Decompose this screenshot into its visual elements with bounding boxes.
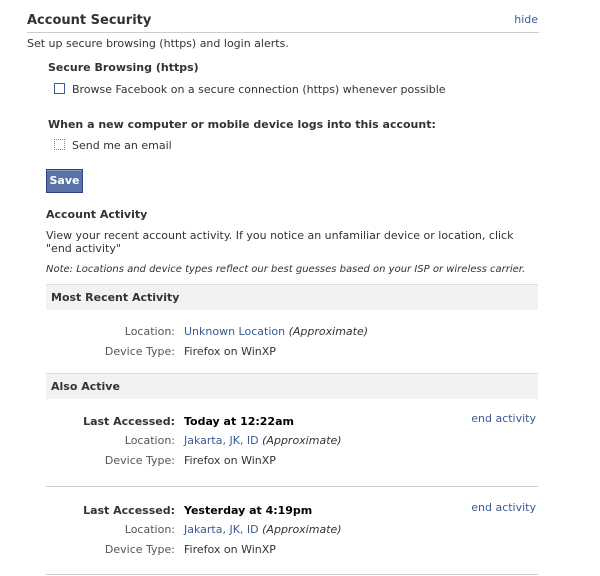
account-activity-description: View your recent account activity. If you notice an unfamiliar device or location, click "end activity" bbox=[46, 229, 514, 255]
login-alerts-heading: When a new computer or mobile device logs into this account: bbox=[48, 118, 436, 131]
location-value bbox=[184, 434, 342, 447]
last-accessed-label: Last Accessed: bbox=[83, 504, 175, 517]
device-type-label: Device Type: bbox=[104, 454, 175, 467]
secure-browsing-label: Browse Facebook on a secure connection (https) whenever possible bbox=[72, 83, 446, 96]
section-description: Set up secure browsing (https) and login alerts. bbox=[27, 37, 289, 50]
hide-link[interactable]: hide bbox=[514, 13, 538, 26]
end-activity-link[interactable]: end activity bbox=[471, 412, 536, 425]
entry-divider bbox=[46, 486, 538, 487]
last-accessed-label: Last Accessed: bbox=[83, 415, 175, 428]
save-button[interactable]: Save bbox=[46, 169, 83, 193]
approximate-note: (Approximate) bbox=[262, 434, 342, 447]
also-active-bar bbox=[46, 373, 538, 399]
location-label: Location: bbox=[124, 325, 175, 338]
section-title: Account Security bbox=[27, 13, 152, 28]
device-type-label: Device Type: bbox=[104, 345, 175, 358]
account-activity-note: Note: Locations and device types reflect our best guesses based on your ISP or wireless carrier. bbox=[46, 264, 526, 275]
device-type-value: Firefox on WinXP bbox=[184, 543, 276, 556]
secure-browsing-checkbox[interactable] bbox=[54, 83, 65, 94]
also-active-title: Also Active bbox=[51, 380, 120, 393]
location-link[interactable]: Jakarta, JK, ID bbox=[184, 523, 259, 536]
location-link[interactable]: Unknown Location bbox=[184, 325, 286, 338]
end-activity-link[interactable]: end activity bbox=[471, 501, 536, 514]
device-type-value: Firefox on WinXP bbox=[184, 345, 276, 358]
location-value bbox=[184, 325, 368, 338]
last-accessed-value: Today at 12:22am bbox=[184, 415, 294, 428]
entry-divider bbox=[46, 574, 538, 575]
approximate-note: (Approximate) bbox=[262, 523, 342, 536]
account-activity-heading: Account Activity bbox=[46, 208, 148, 221]
location-label: Location: bbox=[124, 523, 175, 536]
location-value bbox=[184, 523, 342, 536]
device-type-value: Firefox on WinXP bbox=[184, 454, 276, 467]
most-recent-activity-bar bbox=[46, 284, 538, 310]
device-type-label: Device Type: bbox=[104, 543, 175, 556]
secure-browsing-heading: Secure Browsing (https) bbox=[48, 61, 199, 74]
approximate-note: (Approximate) bbox=[288, 325, 369, 338]
section-header bbox=[27, 12, 539, 33]
login-alert-email-label: Send me an email bbox=[72, 139, 172, 152]
last-accessed-value: Yesterday at 4:19pm bbox=[184, 504, 313, 517]
most-recent-activity-title: Most Recent Activity bbox=[51, 291, 180, 304]
login-alert-email-checkbox[interactable] bbox=[54, 139, 65, 150]
location-label: Location: bbox=[124, 434, 175, 447]
location-link[interactable]: Jakarta, JK, ID bbox=[184, 434, 259, 447]
